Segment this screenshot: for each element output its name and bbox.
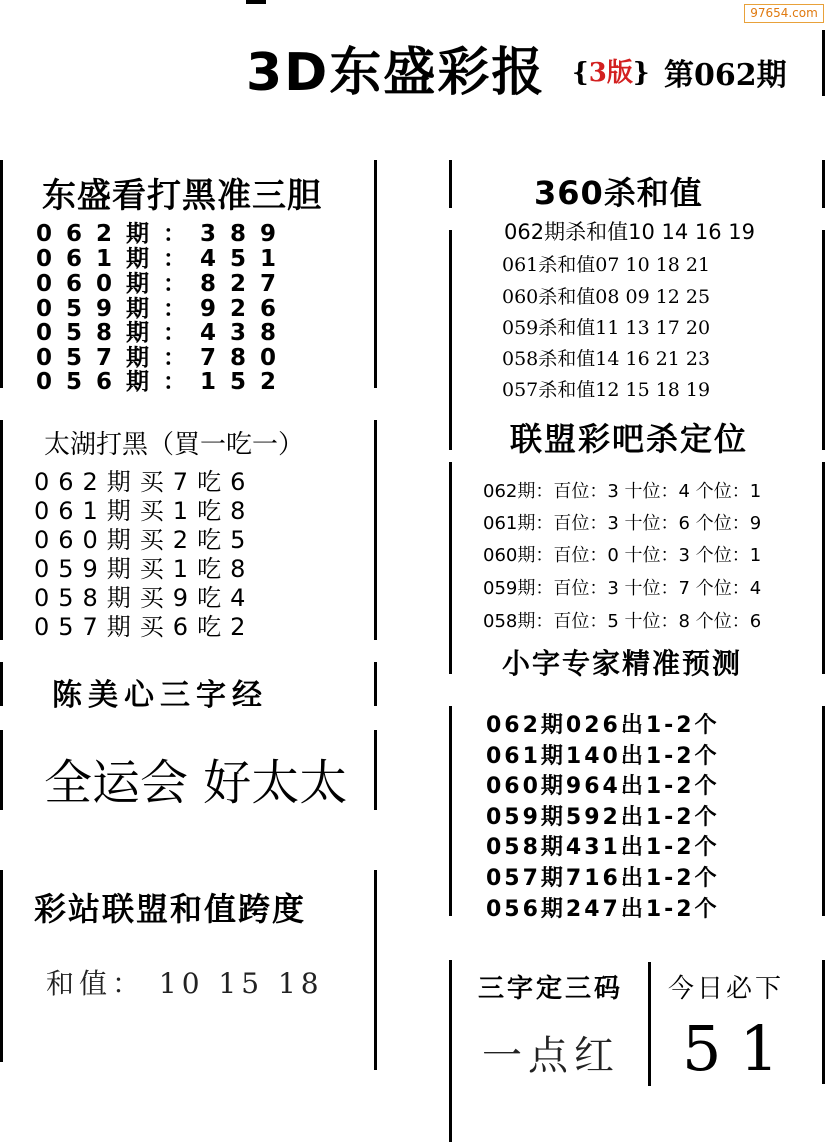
sanzi-jinri-divider xyxy=(648,962,651,1086)
dongsheng-row: 058期：438 xyxy=(36,320,291,346)
xiaozi-row: 058期431出1-2个 xyxy=(486,835,720,860)
dongsheng-row: 057期：780 xyxy=(36,345,291,371)
jinri-title: 今日必下 xyxy=(668,974,785,1004)
issue-number: 第062期 xyxy=(664,58,787,93)
lianmeng-row: 062期：百位：3 十位：4 个位：1 xyxy=(483,481,762,502)
right-border-2 xyxy=(449,230,452,450)
kill360-row: 058杀和值14 16 21 23 xyxy=(502,348,711,370)
left-border-3 xyxy=(0,662,3,706)
header-right-border xyxy=(822,30,825,96)
taihu-row: 059期买1吃8 xyxy=(34,555,255,583)
lianmeng-title: 联盟彩吧杀定位 xyxy=(510,420,749,458)
kill360-row: 059杀和值11 13 17 20 xyxy=(502,317,711,339)
edition-brace-open: { xyxy=(572,58,589,88)
kill360-row: 061杀和值07 10 18 21 xyxy=(502,254,711,276)
right-outer-border-3 xyxy=(822,462,825,674)
lianmeng-row: 061期：百位：3 十位：6 个位：9 xyxy=(483,513,762,534)
sanzi-text: 一点红 xyxy=(482,1033,620,1079)
right-border-1 xyxy=(449,160,452,208)
right-outer-border-4 xyxy=(822,706,825,916)
kill360-title: 360杀和值 xyxy=(534,174,703,212)
left-inner-border-1 xyxy=(374,160,377,388)
sanzi-title: 三字定三码 xyxy=(478,974,624,1004)
dongsheng-row: 061期：451 xyxy=(36,246,291,272)
xiaozi-title: 小字专家精准预测 xyxy=(502,647,743,680)
site-watermark: 97654.com xyxy=(744,4,824,23)
taihu-title: 太湖打黑（買一吃一） xyxy=(44,430,305,460)
dongsheng-row: 056期：152 xyxy=(36,369,291,395)
top-tick xyxy=(246,0,266,4)
kill360-row: 057杀和值12 15 18 19 xyxy=(502,379,711,401)
jinri-number: 51 xyxy=(682,1012,797,1085)
chenmeixin-text: 全运会 好太太 xyxy=(44,755,348,811)
left-border-2 xyxy=(0,420,3,640)
right-border-5 xyxy=(449,960,452,1142)
xiaozi-row: 060期964出1-2个 xyxy=(486,774,720,799)
right-border-3 xyxy=(449,462,452,674)
xiaozi-row: 056期247出1-2个 xyxy=(486,897,720,922)
right-outer-border-2 xyxy=(822,230,825,450)
right-outer-border-5 xyxy=(822,960,825,1084)
taihu-row: 061期买1吃8 xyxy=(34,497,255,525)
edition-brace-close: } xyxy=(632,58,650,88)
caizhan-title: 彩站联盟和值跨度 xyxy=(34,890,307,928)
dongsheng-row: 060期：827 xyxy=(36,271,291,297)
left-border-1 xyxy=(0,160,3,388)
xiaozi-row: 062期026出1-2个 xyxy=(486,713,720,738)
dongsheng-title: 东盛看打黑准三胆 xyxy=(42,176,322,216)
left-inner-border-5 xyxy=(374,870,377,1070)
left-inner-border-3 xyxy=(374,662,377,706)
right-outer-border-1 xyxy=(822,160,825,208)
taihu-row: 058期买9吃4 xyxy=(34,584,255,612)
dongsheng-row: 059期：926 xyxy=(36,296,291,322)
left-border-4 xyxy=(0,730,3,810)
xiaozi-row: 057期716出1-2个 xyxy=(486,866,720,891)
lianmeng-row: 058期：百位：5 十位：8 个位：6 xyxy=(483,611,762,632)
kill360-row: 060杀和值08 09 12 25 xyxy=(502,286,711,308)
lianmeng-row: 060期：百位：0 十位：3 个位：1 xyxy=(483,545,762,566)
dongsheng-row: 062期：389 xyxy=(36,221,291,247)
taihu-row: 057期买6吃2 xyxy=(34,613,255,641)
xiaozi-row: 059期592出1-2个 xyxy=(486,805,720,830)
right-border-4 xyxy=(449,706,452,916)
caizhan-text: 和值： 10 15 18 xyxy=(46,967,324,1000)
page-title: 3D东盛彩报 xyxy=(246,43,546,103)
left-inner-border-2 xyxy=(374,420,377,640)
left-border-5 xyxy=(0,870,3,1062)
edition-number: 3版 xyxy=(588,58,633,88)
left-inner-border-4 xyxy=(374,730,377,810)
kill360-first-row: 062期杀和值10 14 16 19 xyxy=(504,220,755,244)
taihu-row: 062期买7吃6 xyxy=(34,468,255,496)
xiaozi-row: 061期140出1-2个 xyxy=(486,744,720,769)
chenmeixin-title: 陈美心三字经 xyxy=(52,678,268,713)
taihu-row: 060期买2吃5 xyxy=(34,526,255,554)
edition-label xyxy=(572,52,650,89)
lianmeng-row: 059期：百位：3 十位：7 个位：4 xyxy=(483,578,762,599)
